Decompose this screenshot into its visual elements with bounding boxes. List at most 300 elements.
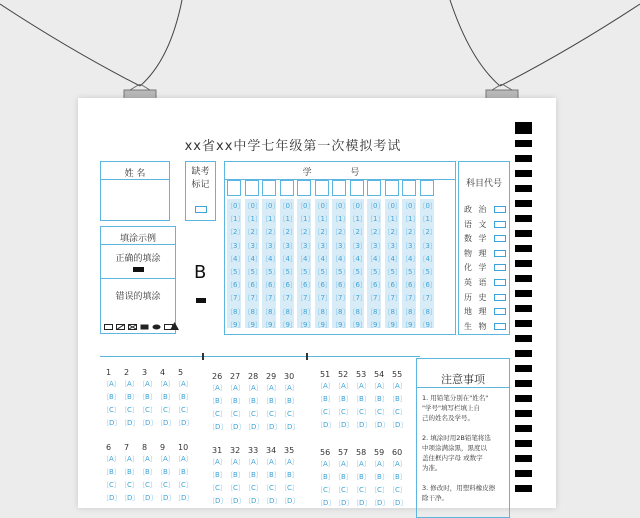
answer-bubble[interactable]: 〔D〕 — [352, 421, 372, 429]
answer-bubble[interactable]: 〔B〕 — [316, 395, 335, 403]
answer-bubble[interactable]: 〔A〕 — [280, 458, 299, 466]
id-digit-bubble[interactable]: 〔4〕 — [366, 254, 385, 263]
answer-bubble[interactable]: 〔C〕 — [226, 484, 245, 492]
answer-bubble[interactable]: 〔A〕 — [138, 380, 157, 388]
id-entry-cell[interactable] — [227, 180, 241, 196]
question-number: 9 — [160, 443, 166, 452]
answer-bubble[interactable]: 〔C〕 — [244, 484, 263, 492]
id-digit-bubble[interactable]: 〔6〕 — [296, 281, 315, 290]
answer-bubble[interactable]: 〔A〕 — [388, 460, 407, 468]
id-digit-bubble[interactable]: 〔3〕 — [313, 241, 332, 250]
answer-bubble[interactable]: 〔B〕 — [352, 395, 371, 403]
subject-label: 地 理 — [464, 307, 489, 317]
answer-bubble[interactable]: 〔C〕 — [334, 486, 353, 494]
id-digit-bubble[interactable]: 〔9〕 — [401, 320, 420, 329]
id-digit-bubble[interactable]: 〔0〕 — [296, 202, 315, 210]
answer-bubble[interactable]: 〔B〕 — [244, 397, 263, 405]
id-digit-bubble[interactable]: 〔9〕 — [296, 320, 315, 329]
answer-bubble[interactable]: 〔D〕 — [226, 423, 246, 431]
answer-bubble[interactable]: 〔D〕 — [156, 494, 176, 502]
id-digit-bubble[interactable]: 〔2〕 — [366, 228, 385, 237]
id-digit-bubble[interactable]: 〔1〕 — [243, 215, 262, 224]
absent-checkbox[interactable] — [195, 206, 207, 213]
answer-bubble[interactable]: 〔C〕 — [138, 481, 157, 489]
question-number: 4 — [160, 368, 166, 377]
id-digit-bubble[interactable]: 〔6〕 — [418, 281, 437, 290]
id-digit-bubble[interactable]: 〔8〕 — [278, 307, 297, 316]
note-line: 中项涂满涂黑，黑度以 — [422, 444, 487, 452]
id-entry-cell[interactable] — [245, 180, 259, 196]
id-digit-bubble[interactable]: 〔5〕 — [278, 268, 297, 276]
id-digit-bubble[interactable]: 〔8〕 — [366, 307, 385, 316]
subject-checkbox[interactable] — [494, 308, 506, 315]
answer-bubble[interactable]: 〔A〕 — [316, 460, 335, 468]
id-entry-cell[interactable] — [402, 180, 416, 196]
id-digit-bubble[interactable]: 〔5〕 — [331, 268, 350, 276]
answer-bubble[interactable]: 〔B〕 — [262, 397, 281, 405]
student-id-label: 学 号 — [302, 168, 378, 178]
id-digit-bubble[interactable]: 〔8〕 — [296, 307, 315, 316]
id-digit-bubble[interactable]: 〔4〕 — [261, 254, 280, 263]
id-digit-bubble[interactable]: 〔0〕 — [243, 202, 262, 210]
subject-checkbox[interactable] — [494, 221, 506, 228]
id-digit-bubble[interactable]: 〔0〕 — [331, 202, 350, 210]
answer-bubble[interactable]: 〔B〕 — [370, 395, 389, 403]
id-digit-bubble[interactable]: 〔6〕 — [401, 281, 420, 290]
answer-bubble[interactable]: 〔C〕 — [262, 484, 281, 492]
answer-bubble[interactable]: 〔A〕 — [244, 458, 263, 466]
answer-bubble[interactable]: 〔B〕 — [226, 471, 245, 479]
id-digit-bubble[interactable]: 〔1〕 — [278, 215, 297, 224]
id-digit-bubble[interactable]: 〔9〕 — [243, 320, 262, 329]
id-digit-bubble[interactable]: 〔1〕 — [348, 215, 367, 224]
answer-bubble[interactable]: 〔B〕 — [120, 393, 139, 401]
answer-bubble[interactable]: 〔C〕 — [316, 486, 335, 494]
id-digit-bubble[interactable]: 〔8〕 — [418, 307, 437, 316]
id-digit-bubble[interactable]: 〔8〕 — [226, 307, 245, 316]
answer-bubble[interactable]: 〔A〕 — [120, 380, 139, 388]
answer-bubble[interactable]: 〔D〕 — [388, 499, 408, 507]
question-number: 3 — [142, 368, 148, 377]
question-number: 35 — [284, 446, 295, 455]
id-digit-bubble[interactable]: 〔8〕 — [401, 307, 420, 316]
absent-label: 缺考 标记 — [191, 167, 210, 190]
answer-bubble[interactable]: 〔D〕 — [334, 421, 354, 429]
answer-bubble[interactable]: 〔D〕 — [316, 421, 336, 429]
answer-bubble[interactable]: 〔C〕 — [370, 486, 389, 494]
answer-bubble[interactable]: 〔C〕 — [262, 410, 281, 418]
answer-bubble[interactable]: 〔B〕 — [370, 473, 389, 481]
answer-bubble[interactable]: 〔A〕 — [316, 382, 335, 390]
id-digit-bubble[interactable]: 〔7〕 — [243, 294, 262, 303]
id-digit-bubble[interactable]: 〔3〕 — [366, 241, 385, 250]
id-digit-bubble[interactable]: 〔3〕 — [401, 241, 420, 250]
question-number: 26 — [212, 372, 223, 381]
id-digit-bubble[interactable]: 〔4〕 — [348, 254, 367, 263]
answer-bubble[interactable]: 〔B〕 — [138, 393, 157, 401]
id-digit-bubble[interactable]: 〔4〕 — [278, 254, 297, 263]
answer-bubble[interactable]: 〔C〕 — [226, 410, 245, 418]
id-digit-bubble[interactable]: 〔6〕 — [278, 281, 297, 290]
id-digit-bubble[interactable]: 〔5〕 — [226, 268, 245, 276]
id-digit-bubble[interactable]: 〔7〕 — [226, 294, 245, 303]
answer-bubble[interactable]: 〔D〕 — [244, 423, 264, 431]
exam-title: xx省xx中学七年级第一次模拟考试 — [184, 139, 402, 154]
subject-label: 化 学 — [464, 263, 489, 273]
answer-bubble[interactable]: 〔B〕 — [280, 397, 299, 405]
answer-bubble[interactable]: 〔B〕 — [352, 473, 371, 481]
id-digit-bubble[interactable]: 〔2〕 — [226, 228, 245, 237]
subject-checkbox[interactable] — [494, 279, 506, 286]
id-digit-bubble[interactable]: 〔8〕 — [348, 307, 367, 316]
answer-bubble[interactable]: 〔A〕 — [370, 382, 389, 390]
id-digit-bubble[interactable]: 〔5〕 — [366, 268, 385, 276]
id-digit-bubble[interactable]: 〔1〕 — [313, 215, 332, 224]
fill-example-label: 填涂示例 — [119, 234, 156, 244]
answer-bubble[interactable]: 〔D〕 — [102, 494, 122, 502]
name-box[interactable] — [100, 161, 170, 221]
answer-bubble[interactable]: 〔D〕 — [280, 423, 300, 431]
answer-bubble[interactable]: 〔B〕 — [334, 395, 353, 403]
id-entry-cell[interactable] — [332, 180, 346, 196]
question-number: 2 — [124, 368, 130, 377]
answer-bubble[interactable]: 〔C〕 — [388, 408, 407, 416]
answer-bubble[interactable]: 〔C〕 — [138, 406, 157, 414]
id-entry-cell[interactable] — [367, 180, 381, 196]
answer-bubble[interactable]: 〔D〕 — [156, 419, 176, 427]
id-digit-bubble[interactable]: 〔8〕 — [313, 307, 332, 316]
id-digit-bubble[interactable]: 〔2〕 — [261, 228, 280, 237]
id-digit-bubble[interactable]: 〔3〕 — [383, 241, 402, 250]
note-line: 己的姓名及学号。 — [422, 414, 474, 422]
answer-bubble[interactable]: 〔D〕 — [102, 419, 122, 427]
id-digit-bubble[interactable]: 〔2〕 — [401, 228, 420, 237]
question-number: 59 — [374, 448, 385, 457]
id-digit-bubble[interactable]: 〔9〕 — [366, 320, 385, 329]
answer-bubble[interactable]: 〔D〕 — [262, 497, 282, 505]
id-digit-bubble[interactable]: 〔2〕 — [313, 228, 332, 237]
id-digit-bubble[interactable]: 〔0〕 — [226, 202, 245, 210]
answer-bubble[interactable]: 〔B〕 — [174, 393, 193, 401]
answer-bubble[interactable]: 〔D〕 — [174, 494, 194, 502]
id-entry-cell[interactable] — [350, 180, 364, 196]
id-digit-bubble[interactable]: 〔5〕 — [243, 268, 262, 276]
name-label: 姓 名 — [124, 169, 146, 179]
id-digit-bubble[interactable]: 〔8〕 — [243, 307, 262, 316]
id-digit-bubble[interactable]: 〔9〕 — [418, 320, 437, 329]
id-entry-cell[interactable] — [315, 180, 329, 196]
id-digit-bubble[interactable]: 〔2〕 — [348, 228, 367, 237]
answer-bubble[interactable]: 〔A〕 — [262, 458, 281, 466]
id-digit-bubble[interactable]: 〔0〕 — [261, 202, 280, 210]
answer-bubble[interactable]: 〔C〕 — [120, 481, 139, 489]
answer-bubble[interactable]: 〔B〕 — [226, 397, 245, 405]
question-number: 10 — [178, 443, 189, 452]
id-digit-bubble[interactable]: 〔6〕 — [383, 281, 402, 290]
answer-bubble[interactable]: 〔B〕 — [262, 471, 281, 479]
id-digit-bubble[interactable]: 〔6〕 — [366, 281, 385, 290]
answer-bubble[interactable]: 〔A〕 — [226, 384, 245, 392]
answer-bubble[interactable]: 〔A〕 — [156, 455, 175, 463]
answer-bubble[interactable]: 〔B〕 — [156, 393, 175, 401]
question-number: 6 — [106, 443, 112, 452]
answer-bubble[interactable]: 〔C〕 — [156, 406, 175, 414]
id-digit-bubble[interactable]: 〔7〕 — [348, 294, 367, 303]
answer-bubble[interactable]: 〔D〕 — [262, 423, 282, 431]
answer-bubble[interactable]: 〔D〕 — [370, 499, 390, 507]
id-digit-bubble[interactable]: 〔7〕 — [313, 294, 332, 303]
id-digit-bubble[interactable]: 〔1〕 — [331, 215, 350, 224]
id-digit-bubble[interactable]: 〔6〕 — [226, 281, 245, 290]
answer-bubble[interactable]: 〔A〕 — [334, 460, 353, 468]
answer-bubble[interactable]: 〔B〕 — [102, 393, 121, 401]
answer-bubble[interactable]: 〔B〕 — [120, 468, 139, 476]
id-digit-bubble[interactable]: 〔2〕 — [296, 228, 315, 237]
id-digit-bubble[interactable]: 〔9〕 — [313, 320, 332, 329]
id-digit-bubble[interactable]: 〔1〕 — [366, 215, 385, 224]
answer-bubble[interactable]: 〔D〕 — [174, 419, 194, 427]
id-digit-bubble[interactable]: 〔3〕 — [226, 241, 245, 250]
wrong-fill-label: 错误的填涂 — [115, 292, 161, 302]
id-digit-bubble[interactable]: 〔1〕 — [418, 215, 437, 224]
answer-bubble[interactable]: 〔D〕 — [316, 499, 336, 507]
id-entry-cell[interactable] — [297, 180, 311, 196]
answer-bubble[interactable]: 〔B〕 — [208, 397, 227, 405]
divider-tick — [202, 353, 204, 360]
divider-tick — [306, 353, 308, 360]
id-digit-bubble[interactable]: 〔5〕 — [418, 268, 437, 276]
id-digit-bubble[interactable]: 〔6〕 — [348, 281, 367, 290]
id-digit-bubble[interactable]: 〔7〕 — [278, 294, 297, 303]
id-digit-bubble[interactable]: 〔7〕 — [383, 294, 402, 303]
answer-bubble[interactable]: 〔D〕 — [280, 497, 300, 505]
id-digit-bubble[interactable]: 〔5〕 — [296, 268, 315, 276]
answer-bubble[interactable]: 〔A〕 — [174, 455, 193, 463]
answer-bubble[interactable]: 〔C〕 — [120, 406, 139, 414]
answer-bubble[interactable]: 〔A〕 — [174, 380, 193, 388]
id-digit-bubble[interactable]: 〔2〕 — [383, 228, 402, 237]
id-digit-bubble[interactable]: 〔7〕 — [261, 294, 280, 303]
subject-checkbox[interactable] — [494, 235, 506, 242]
id-digit-bubble[interactable]: 〔7〕 — [296, 294, 315, 303]
id-digit-bubble[interactable]: 〔9〕 — [226, 320, 245, 329]
answer-bubble[interactable]: 〔B〕 — [138, 468, 157, 476]
subject-label: 语 文 — [464, 219, 489, 229]
answer-bubble[interactable]: 〔A〕 — [120, 455, 139, 463]
id-digit-bubble[interactable]: 〔0〕 — [418, 202, 437, 210]
id-digit-bubble[interactable]: 〔5〕 — [401, 268, 420, 276]
id-digit-bubble[interactable]: 〔1〕 — [226, 215, 245, 224]
id-digit-bubble[interactable]: 〔3〕 — [243, 241, 262, 250]
answer-bubble[interactable]: 〔A〕 — [244, 384, 263, 392]
id-digit-bubble[interactable]: 〔4〕 — [383, 254, 402, 263]
id-digit-bubble[interactable]: 〔2〕 — [418, 228, 437, 237]
subject-label: 物 理 — [464, 248, 489, 258]
question-number: 54 — [374, 370, 385, 379]
question-number: 33 — [248, 446, 259, 455]
id-digit-bubble[interactable]: 〔3〕 — [348, 241, 367, 250]
id-digit-bubble[interactable]: 〔0〕 — [401, 202, 420, 210]
answer-bubble[interactable]: 〔D〕 — [208, 497, 228, 505]
id-digit-bubble[interactable]: 〔0〕 — [366, 202, 385, 210]
id-digit-bubble[interactable]: 〔4〕 — [331, 254, 350, 263]
answer-bubble[interactable]: 〔C〕 — [208, 484, 227, 492]
answer-bubble[interactable]: 〔A〕 — [102, 380, 121, 388]
answer-bubble[interactable]: 〔C〕 — [352, 486, 371, 494]
answer-bubble[interactable]: 〔C〕 — [102, 406, 121, 414]
answer-bubble[interactable]: 〔C〕 — [280, 410, 299, 418]
correct-fill-label: 正确的填涂 — [115, 254, 161, 264]
answer-bubble[interactable]: 〔A〕 — [208, 384, 227, 392]
answer-bubble[interactable]: 〔B〕 — [102, 468, 121, 476]
answer-bubble[interactable]: 〔B〕 — [388, 395, 407, 403]
answer-bubble[interactable]: 〔B〕 — [388, 473, 407, 481]
answer-bubble[interactable]: 〔C〕 — [352, 408, 371, 416]
id-digit-bubble[interactable]: 〔2〕 — [243, 228, 262, 237]
id-digit-bubble[interactable]: 〔3〕 — [296, 241, 315, 250]
id-digit-bubble[interactable]: 〔4〕 — [296, 254, 315, 263]
id-digit-bubble[interactable]: 〔0〕 — [348, 202, 367, 210]
answer-bubble[interactable]: 〔C〕 — [388, 486, 407, 494]
id-digit-bubble[interactable]: 〔4〕 — [401, 254, 420, 263]
answer-bubble[interactable]: 〔D〕 — [120, 419, 140, 427]
answer-bubble[interactable]: 〔D〕 — [138, 419, 158, 427]
id-digit-bubble[interactable]: 〔0〕 — [313, 202, 332, 210]
subject-label: 英 语 — [464, 278, 489, 287]
id-digit-bubble[interactable]: 〔0〕 — [278, 202, 297, 210]
id-digit-bubble[interactable]: 〔6〕 — [313, 281, 332, 290]
question-number: 52 — [338, 370, 349, 379]
id-entry-cell[interactable] — [280, 180, 294, 196]
subject-label: 历 史 — [464, 292, 489, 302]
id-digit-bubble[interactable]: 〔8〕 — [383, 307, 402, 316]
note-line: 除干净。 — [422, 494, 448, 502]
answer-bubble[interactable]: 〔A〕 — [102, 455, 121, 463]
id-digit-bubble[interactable]: 〔0〕 — [383, 202, 402, 210]
absent-mark-box[interactable] — [185, 161, 216, 221]
id-digit-bubble[interactable]: 〔1〕 — [261, 215, 280, 224]
question-number: 29 — [266, 372, 277, 381]
id-digit-bubble[interactable]: 〔9〕 — [278, 320, 297, 329]
id-entry-cell[interactable] — [385, 180, 399, 196]
id-digit-bubble[interactable]: 〔7〕 — [418, 294, 437, 303]
id-digit-bubble[interactable]: 〔2〕 — [278, 228, 297, 237]
id-digit-bubble[interactable]: 〔6〕 — [331, 281, 350, 290]
id-digit-bubble[interactable]: 〔4〕 — [226, 254, 245, 263]
answer-bubble[interactable]: 〔B〕 — [280, 471, 299, 479]
answer-bubble[interactable]: 〔C〕 — [370, 408, 389, 416]
subject-checkbox[interactable] — [494, 294, 506, 301]
id-digit-bubble[interactable]: 〔4〕 — [243, 254, 262, 263]
answer-bubble[interactable]: 〔A〕 — [138, 455, 157, 463]
answer-bubble[interactable]: 〔B〕 — [316, 473, 335, 481]
id-digit-bubble[interactable]: 〔2〕 — [331, 228, 350, 237]
id-digit-bubble[interactable]: 〔5〕 — [313, 268, 332, 276]
id-digit-bubble[interactable]: 〔7〕 — [331, 294, 350, 303]
id-digit-bubble[interactable]: 〔8〕 — [261, 307, 280, 316]
answer-bubble[interactable]: 〔A〕 — [262, 384, 281, 392]
note-line: 为准。 — [422, 464, 442, 472]
answer-bubble[interactable]: 〔C〕 — [334, 408, 353, 416]
id-entry-cell[interactable] — [262, 180, 276, 196]
answer-bubble[interactable]: 〔A〕 — [280, 384, 299, 392]
id-digit-bubble[interactable]: 〔3〕 — [418, 241, 437, 250]
answer-bubble[interactable]: 〔D〕 — [388, 421, 408, 429]
id-digit-bubble[interactable]: 〔8〕 — [331, 307, 350, 316]
note-line: 盖住框内字母 或数字 — [422, 454, 483, 462]
answer-bubble[interactable]: 〔C〕 — [244, 410, 263, 418]
id-digit-bubble[interactable]: 〔7〕 — [366, 294, 385, 303]
answer-bubble[interactable]: 〔A〕 — [352, 460, 371, 468]
answer-bubble[interactable]: 〔A〕 — [156, 380, 175, 388]
answer-bubble[interactable]: 〔D〕 — [226, 497, 246, 505]
answer-bubble[interactable]: 〔C〕 — [208, 410, 227, 418]
id-digit-bubble[interactable]: 〔9〕 — [383, 320, 402, 329]
question-number: 60 — [392, 448, 403, 457]
id-entry-cell[interactable] — [420, 180, 434, 196]
answer-bubble[interactable]: 〔D〕 — [120, 494, 140, 502]
answer-bubble[interactable]: 〔C〕 — [174, 481, 193, 489]
id-digit-bubble[interactable]: 〔7〕 — [401, 294, 420, 303]
id-digit-bubble[interactable]: 〔9〕 — [331, 320, 350, 329]
id-digit-bubble[interactable]: 〔9〕 — [348, 320, 367, 329]
id-digit-bubble[interactable]: 〔6〕 — [261, 281, 280, 290]
id-digit-bubble[interactable]: 〔3〕 — [261, 241, 280, 250]
id-digit-bubble[interactable]: 〔6〕 — [243, 281, 262, 290]
answer-bubble[interactable]: 〔C〕 — [280, 484, 299, 492]
id-digit-bubble[interactable]: 〔3〕 — [331, 241, 350, 250]
note-line: 3. 修改时，用塑料橡皮擦 — [422, 484, 496, 492]
answer-bubble[interactable]: 〔B〕 — [334, 473, 353, 481]
answer-bubble[interactable]: 〔D〕 — [334, 499, 354, 507]
id-digit-bubble[interactable]: 〔3〕 — [278, 241, 297, 250]
answer-bubble[interactable]: 〔D〕 — [352, 499, 372, 507]
id-digit-bubble[interactable]: 〔1〕 — [383, 215, 402, 224]
answer-bubble[interactable]: 〔A〕 — [352, 382, 371, 390]
answer-bubble[interactable]: 〔C〕 — [156, 481, 175, 489]
id-digit-bubble[interactable]: 〔5〕 — [383, 268, 402, 276]
subject-checkbox[interactable] — [494, 250, 506, 257]
answer-bubble[interactable]: 〔B〕 — [208, 471, 227, 479]
id-digit-bubble[interactable]: 〔1〕 — [401, 215, 420, 224]
id-digit-bubble[interactable]: 〔5〕 — [261, 268, 280, 276]
answer-bubble[interactable]: 〔A〕 — [208, 458, 227, 466]
answer-bubble[interactable]: 〔C〕 — [316, 408, 335, 416]
id-digit-bubble[interactable]: 〔4〕 — [418, 254, 437, 263]
subject-label: 数 学 — [464, 234, 489, 244]
answer-bubble[interactable]: 〔B〕 — [244, 471, 263, 479]
answer-bubble[interactable]: 〔A〕 — [388, 382, 407, 390]
subject-checkbox[interactable] — [494, 206, 506, 213]
subject-checkbox[interactable] — [494, 264, 506, 271]
answer-bubble[interactable]: 〔A〕 — [226, 458, 245, 466]
id-digit-bubble[interactable]: 〔1〕 — [296, 215, 315, 224]
id-digit-bubble[interactable]: 〔9〕 — [261, 320, 280, 329]
answer-bubble[interactable]: 〔A〕 — [370, 460, 389, 468]
answer-bubble[interactable]: 〔A〕 — [334, 382, 353, 390]
subject-checkbox[interactable] — [494, 323, 506, 330]
answer-bubble[interactable]: 〔D〕 — [208, 423, 228, 431]
answer-bubble[interactable]: 〔D〕 — [244, 497, 264, 505]
answer-bubble[interactable]: 〔D〕 — [138, 494, 158, 502]
answer-bubble[interactable]: 〔C〕 — [174, 406, 193, 414]
id-digit-bubble[interactable]: 〔5〕 — [348, 268, 367, 276]
id-digit-bubble[interactable]: 〔4〕 — [313, 254, 332, 263]
answer-bubble[interactable]: 〔C〕 — [102, 481, 121, 489]
answer-bubble[interactable]: 〔D〕 — [370, 421, 390, 429]
answer-bubble[interactable]: 〔B〕 — [174, 468, 193, 476]
answer-bubble[interactable]: 〔B〕 — [156, 468, 175, 476]
